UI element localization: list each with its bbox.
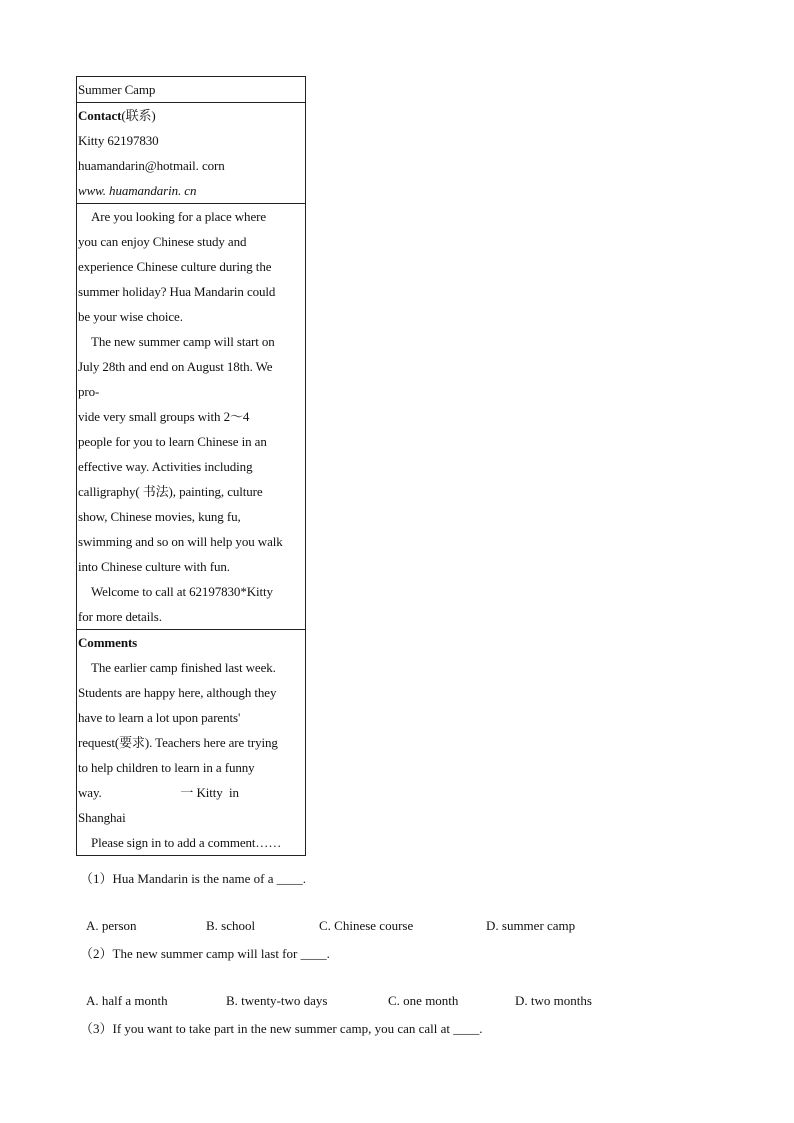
contact-heading-line [77,103,305,128]
body-line: vide very small groups with 2～4 [78,409,250,424]
comment-line: The earlier camp finished last week. [91,660,276,675]
body-line: The new summer camp will start on [91,334,275,349]
body-line: pro- [78,384,100,399]
body-line: Are you looking for a place where [91,209,267,224]
contact-heading: Contact [78,108,122,123]
body-line: you can enjoy Chinese study and [78,234,247,249]
contact-website: www. huamandarin. cn [78,183,197,198]
contact-heading-note: (联系) [121,108,156,123]
comment-line: have to learn a lot upon parents' [78,710,241,725]
question-3-stem: （3）If you want to take part in the new summer camp, you can call at ____. [80,1021,483,1036]
body-line: people for you to learn Chinese in an [78,434,267,449]
option-d[interactable]: D. summer camp [486,918,576,933]
sign-in-prompt[interactable]: Please sign in to add a comment…… [91,835,282,850]
body-line: Welcome to call at 62197830*Kitty [91,584,273,599]
body-line: calligraphy( 书法), painting, culture [78,484,263,499]
notice-title: Summer Camp [78,82,156,97]
comment-line: to help children to learn in a funny [78,760,255,775]
comment-line: Students are happy here, although they [78,685,277,700]
body-line: effective way. Activities including [78,459,253,474]
contact-email: huamandarin@hotmail. corn [78,158,225,173]
comments-section [77,629,305,855]
comment-line: request(要求). Teachers here are trying [78,735,278,750]
question-1-stem: （1）Hua Mandarin is the name of a ____. [80,871,307,886]
comments-heading: Comments [78,635,138,650]
option-b[interactable]: B. school [206,918,256,933]
option-c[interactable]: C. Chinese course [319,918,414,933]
body-line: swimming and so on will help you walk [78,534,283,549]
body-line: summer holiday? Hua Mandarin could [78,284,276,299]
body-line: be your wise choice. [78,309,183,324]
body-line: experience Chinese culture during the [78,259,272,274]
contact-phone: Kitty 62197830 [78,133,159,148]
body-section [77,203,305,629]
comment-line: way. 一 Kitty in [78,785,239,800]
option-a[interactable]: A. half a month [86,993,168,1008]
body-line: into Chinese culture with fun. [78,559,230,574]
body-line: for more details. [78,609,162,624]
body-line: show, Chinese movies, kung fu, [78,509,241,524]
option-c[interactable]: C. one month [388,993,459,1008]
contact-section [77,102,305,203]
notice-title-section [77,77,305,102]
comment-line: Shanghai [78,810,126,825]
option-b[interactable]: B. twenty-two days [226,993,328,1008]
option-d[interactable]: D. two months [515,993,592,1008]
option-a[interactable]: A. person [86,918,137,933]
notice-box [76,76,306,856]
body-line: July 28th and end on August 18th. We [78,359,273,374]
question-2-stem: （2）The new summer camp will last for ____. [80,946,330,961]
